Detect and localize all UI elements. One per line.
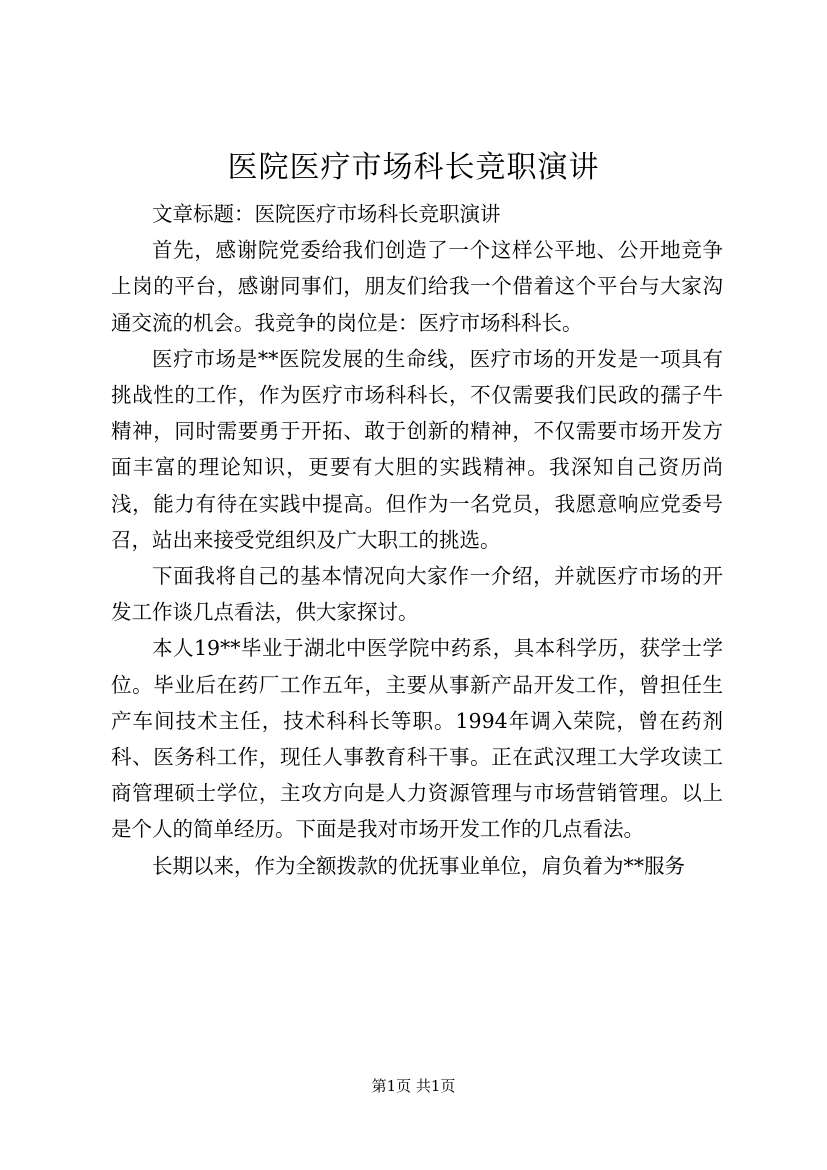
page-footer: 第1页 共1页 — [371, 1077, 456, 1095]
document-title: 医院医疗市场科长竞职演讲 — [227, 150, 600, 185]
paragraph-outline: 下面我将自己的基本情况向大家作一介绍，并就医疗市场的开发工作谈几点看法，供大家探讨。 — [111, 564, 723, 625]
paragraph-history: 长期以来，作为全额拨款的优抚事业单位，肩负着为**服务 — [152, 853, 685, 878]
paragraph-intro: 首先，感谢院党委给我们创造了一个这样公平地、公开地竞争上岗的平台，感谢同事们，朋友们给我一个借着这个平台与大家沟通交流的机会。我竞争的岗位是：医疗市场科科长。 — [111, 238, 723, 335]
document-body — [111, 196, 723, 884]
article-title-line: 文章标题：医院医疗市场科长竞职演讲 — [152, 202, 501, 226]
paragraph-market: 医疗市场是**医院发展的生命线，医疗市场的开发是一项具有挑战性的工作，作为医疗市场科科长，不仅需要我们民政的孺子牛精神，同时需要勇于开拓、敢于创新的精神，不仅需要市场开发方面丰富的理论知识，更要有大胆的实践精神。我深知自己资历尚浅，能力有待在实践中提高。但作为一名党员，我愿意响应党委号召，站出来接受党组织及广大职工的挑选。 — [111, 346, 723, 552]
paragraph-background: 本人19**毕业于湖北中医学院中药系，具本科学历，获学士学位。毕业后在药厂工作五年，主要从事新产品开发工作，曾担任生产车间技术主任，技术科科长等职。1994年调入荣院，曾在药剂科、医务科工作，现任人事教育科干事。正在武汉理工大学攻读工商管理硕士学位，主攻方向是人力资源管理与市场营销管理。以上是个人的简单经历。下面是我对市场开发工作的几点看法。 — [111, 636, 723, 842]
